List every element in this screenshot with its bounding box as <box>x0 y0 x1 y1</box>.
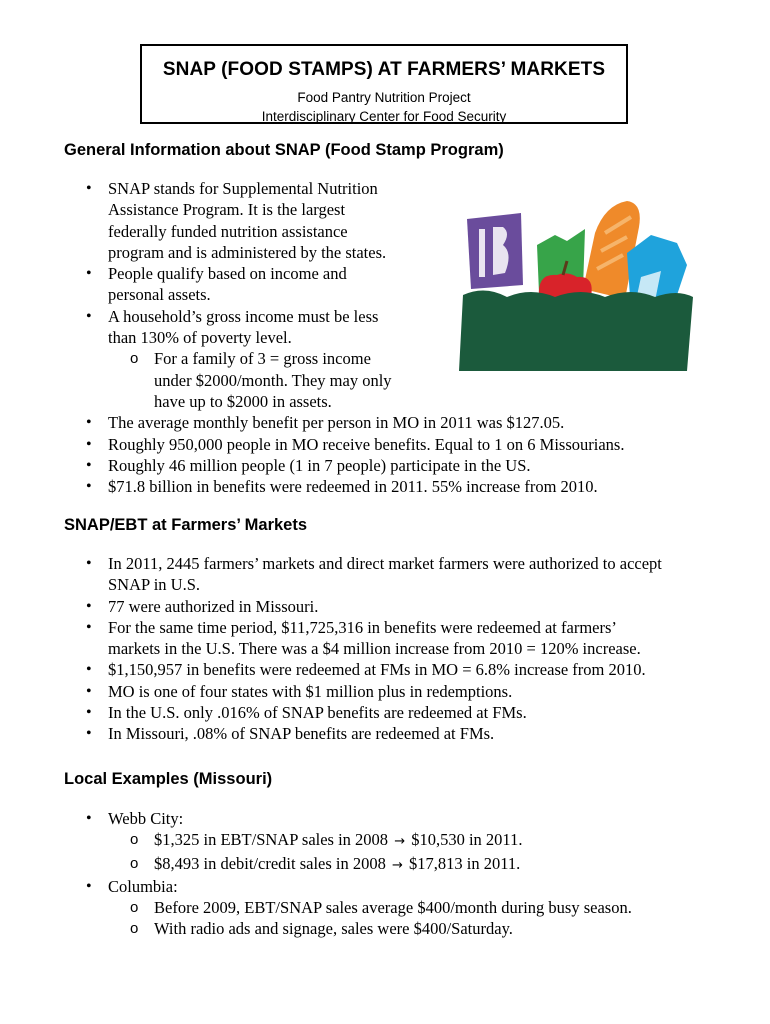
list-item: • People qualify based on income and personal assets. <box>86 264 347 305</box>
arrow-right-icon: → <box>392 857 403 873</box>
list-item: • Columbia: o Before 2009, EBT/SNAP sales average $400/month during busy season. o With radio ads and signage, sales were $400/Saturday. <box>108 876 728 940</box>
list-item: • MO is one of four states with $1 million plus in redemptions. <box>86 681 513 701</box>
list-item: • Webb City: o $1,325 in EBT/SNAP sales in 2008 → $10,530 in 2011. o $8,493 in debit/credit sales in 2008 → $17,813 in 2011. <box>108 808 728 876</box>
sub-list-item: o With radio ads and signage, sales were $400/Saturday. <box>130 919 513 939</box>
sub-bullet-icon: o <box>130 899 139 917</box>
list-item: • $71.8 billion in benefits were redeemed in 2011. 55% increase from 2010. <box>86 477 598 497</box>
bullet-icon: • <box>86 307 92 325</box>
sub-bullet-icon: o <box>130 350 139 368</box>
sub-list-item: o $1,325 in EBT/SNAP sales in 2008 → $10,530 in 2011. <box>130 830 523 850</box>
snap-ebt-list <box>86 553 728 745</box>
bullet-icon: • <box>86 618 92 636</box>
bullet-icon: • <box>86 682 92 700</box>
list-item: • The average monthly benefit per person in MO in 2011 was $127.05. <box>86 413 565 433</box>
arrow-right-icon: → <box>394 834 406 850</box>
sub-list <box>130 897 728 940</box>
bullet-icon: • <box>86 265 92 283</box>
local-examples-list <box>86 808 728 940</box>
sub-bullet-icon: o <box>130 831 139 849</box>
list-item: • SNAP stands for Supplemental Nutrition Assistance Program. It is the largest federally funded nutrition assistance program and is administered by the states. <box>86 179 387 262</box>
bullet-icon: • <box>86 414 92 432</box>
section-heading-snap-ebt: SNAP/EBT at Farmers’ Markets <box>64 516 308 534</box>
list-item: • Roughly 950,000 people in MO receive benefits. Equal to 1 on 6 Missourians. <box>86 434 625 454</box>
sub-bullet-icon: o <box>130 920 139 938</box>
sub-list-item: o $8,493 in debit/credit sales in 2008 → $17,813 in 2011. <box>130 853 521 873</box>
list-item: • In Missouri, .08% of SNAP benefits are redeemed at FMs. <box>86 724 495 744</box>
bullet-icon: • <box>86 704 92 722</box>
page-title: SNAP (FOOD STAMPS) AT FARMERS’ MARKETS <box>162 59 606 80</box>
bullet-icon: • <box>86 456 92 474</box>
list-item: • $1,150,957 in benefits were redeemed at FMs in MO = 6.8% increase from 2010. <box>86 660 646 680</box>
sub-list-item: o For a family of 3 = gross income under $2000/month. They may only have up to $2000 in assets. <box>130 349 392 411</box>
bullet-icon: • <box>86 435 92 453</box>
snap-logo-image <box>455 193 695 373</box>
bullet-icon: • <box>86 478 92 496</box>
sub-list-item: o Before 2009, EBT/SNAP sales average $400/month during busy season. <box>130 898 632 918</box>
bullet-icon: • <box>86 810 92 827</box>
header-subtitle-project: Food Pantry Nutrition Project <box>297 90 471 105</box>
list-item: • In 2011, 2445 farmers’ markets and direct market farmers were authorized to accept SNAP in U.S. <box>86 554 662 595</box>
bullet-icon: • <box>86 597 92 615</box>
sub-list <box>130 829 728 876</box>
list-item: • A household’s gross income must be less than 130% of poverty level. o For a family of 3 = gross income under $2000/month. They may only have up to $2000 in assets. <box>108 306 728 412</box>
bullet-icon: • <box>86 877 92 895</box>
section-heading-general: General Information about SNAP (Food Stamp Program) <box>64 141 504 159</box>
bullet-icon: • <box>86 180 92 197</box>
bullet-icon: • <box>86 555 92 572</box>
list-item: • In the U.S. only .016% of SNAP benefits are redeemed at FMs. <box>86 703 527 723</box>
list-item: • For the same time period, $11,725,316 in benefits were redeemed at farmers’ markets in the U.S. There was a $4 million increase from 2010 = 120% increase. <box>86 617 641 659</box>
sub-bullet-icon: o <box>130 854 139 872</box>
bullet-icon: • <box>86 661 92 679</box>
letter-b-shape <box>467 213 523 289</box>
header-subtitle-center: Interdisciplinary Center for Food Security <box>261 109 507 124</box>
section-heading-local-examples: Local Examples (Missouri) <box>64 770 273 788</box>
green-basket-shape <box>459 290 693 371</box>
header-box <box>140 44 628 124</box>
list-item: • Roughly 46 million people (1 in 7 people) participate in the US. <box>86 455 531 475</box>
bullet-icon: • <box>86 725 92 743</box>
list-item: • 77 were authorized in Missouri. <box>86 596 319 616</box>
